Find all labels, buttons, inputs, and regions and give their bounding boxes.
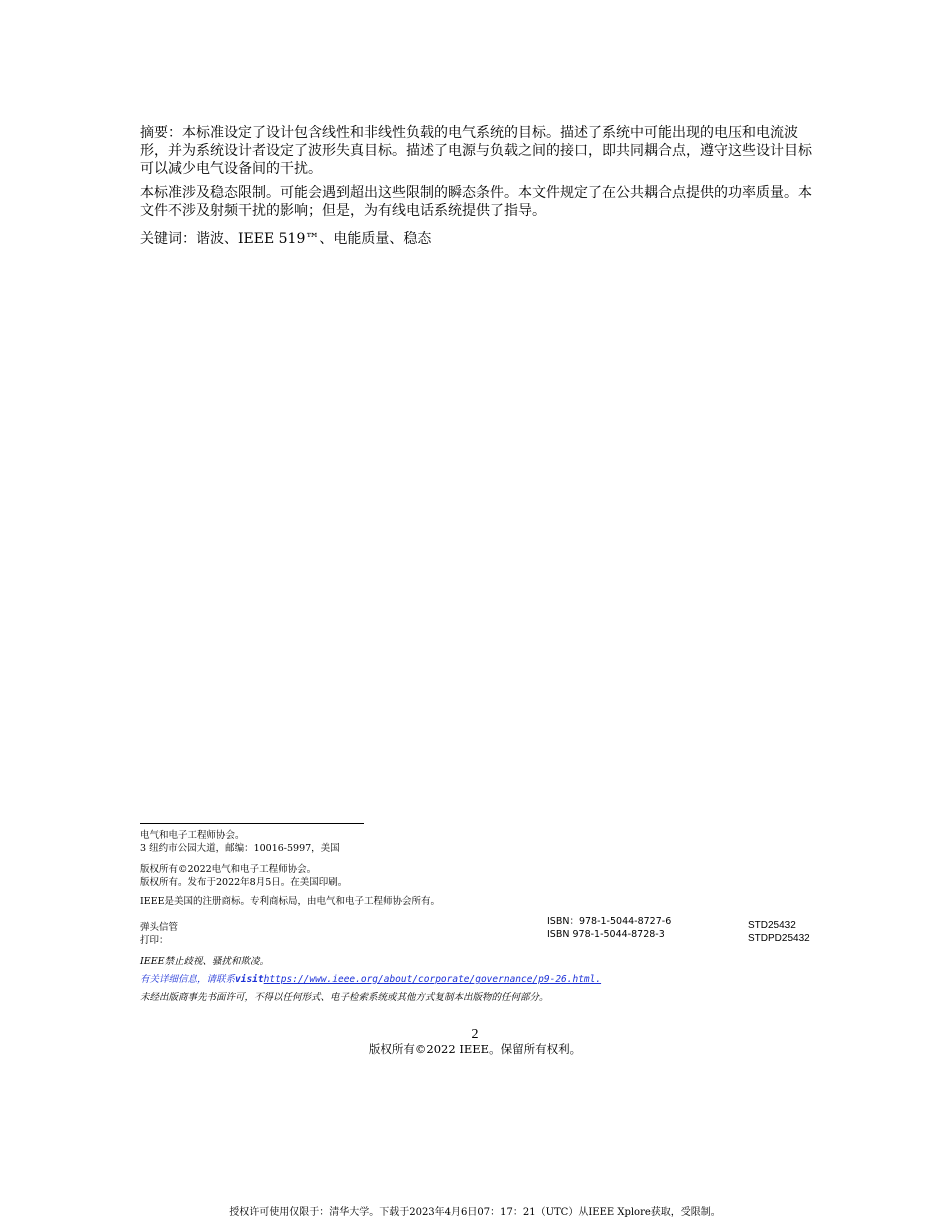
publication-date-line: 版权所有。发布于2022年8月5日。在美国印刷。 <box>140 876 348 888</box>
anti-harassment-notice: IEEE禁止歧视、骚扰和欺凌。 <box>140 956 270 967</box>
keywords-text: 谐波、IEEE 519™、电能质量、稳态 <box>196 231 432 247</box>
keywords-line <box>140 230 816 248</box>
std-code-print: STDPD25432 <box>748 932 810 944</box>
policy-info-visit: visit <box>235 974 264 985</box>
copyright-block <box>140 864 347 889</box>
keywords-label: 关键词： <box>140 231 196 247</box>
page-number: 2 <box>471 1027 479 1042</box>
format-labels <box>140 922 178 947</box>
trademark-notice: IEEE是美国的注册商标。专利商标局，由电气和电子工程师协会所有。 <box>140 896 441 907</box>
publisher-name: 电气和电子工程师协会。 <box>140 830 245 841</box>
policy-info-prefix: 有关详细信息，请联系 <box>140 974 236 985</box>
publisher-address <box>140 830 340 855</box>
std-code-pdf: STD25432 <box>748 920 796 931</box>
isbn-print: ISBN 978-1-5044-8728-3 <box>547 928 665 940</box>
abstract-section <box>140 124 816 254</box>
scope-paragraph: 本标准涉及稳态限制。可能会遇到超出这些限制的瞬态条件。本文件规定了在公共耦合点提供的功率质量。本文件不涉及射频干扰的影响；但是，为有线电话系统提供了指导。 <box>140 185 812 219</box>
license-footer: 授权许可使用仅限于：清华大学。下载于2023年4月6日07：17：21（UTC）从IEEE Xplore获取，受限制。 <box>229 1207 721 1218</box>
reproduction-notice: 未经出版商事先书面许可，不得以任何形式、电子检索系统或其他方式复制本出版物的任何部分。 <box>140 992 549 1003</box>
isbn-block <box>547 916 671 941</box>
footnote-divider <box>140 823 364 824</box>
copyright-line: 版权所有©2022电气和电子工程师协会。 <box>140 864 317 875</box>
policy-link[interactable]: https://www.ieee.org/about/corporate/governance/p9-26.html. <box>263 974 602 985</box>
abstract-paragraph: 摘要：本标准设定了设计包含线性和非线性负载的电气系统的目标。描述了系统中可能出现的电压和电流波形，并为系统设计者设定了波形失真目标。描述了电源与负载之间的接口，即共同耦合点，遵守这些设计目标可以减少电气设备间的干扰。 <box>140 125 812 177</box>
page-copyright: 版权所有©2022 IEEE。保留所有权利。 <box>368 1042 582 1056</box>
std-codes <box>748 920 810 945</box>
publisher-street: 3 纽约市公园大道，邮编：10016-5997，美国 <box>140 842 340 854</box>
print-label: 打印： <box>140 934 169 946</box>
policy-info-notice <box>140 974 601 986</box>
isbn-pdf: ISBN：978-1-5044-8727-6 <box>547 916 672 927</box>
pdf-label: 弹头信管 <box>140 922 179 933</box>
